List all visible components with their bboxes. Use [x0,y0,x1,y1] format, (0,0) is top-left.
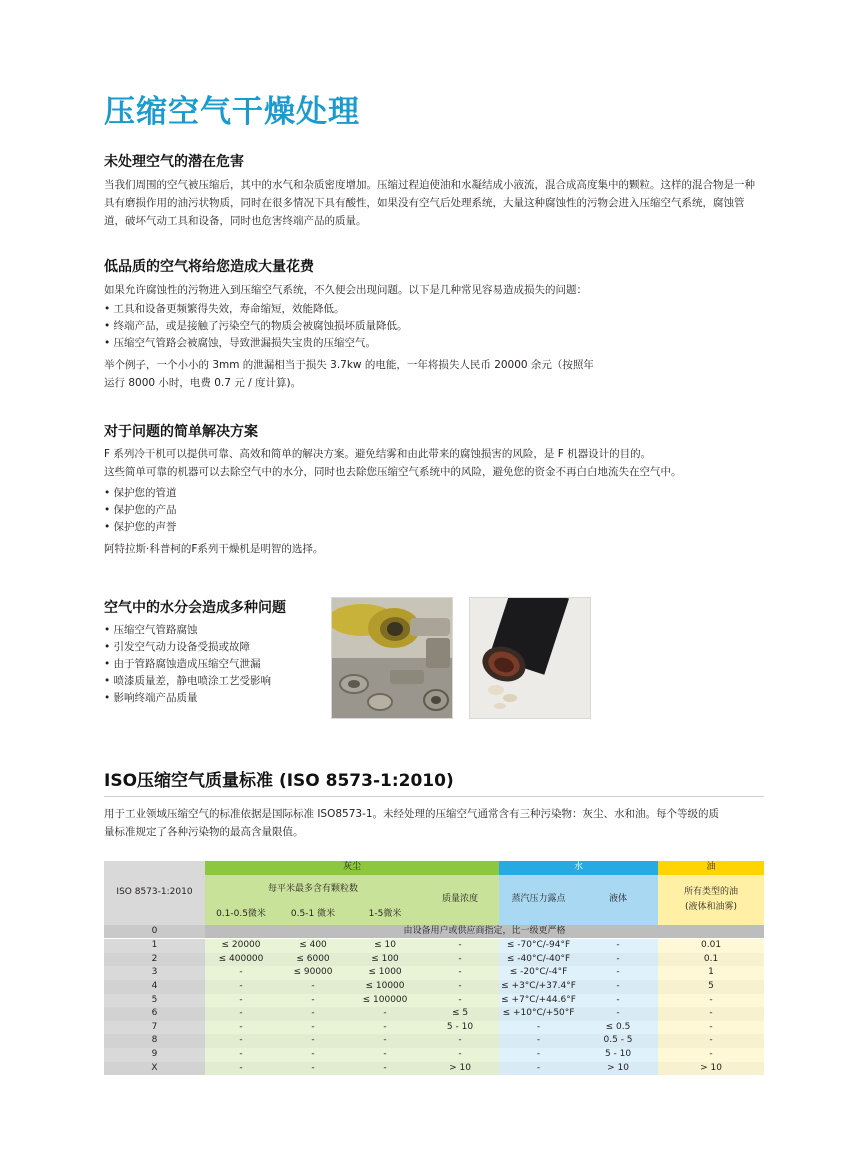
solution-text-line1: F 系列冷干机可以提供可靠、高效和简单的解决方案。避免结雾和由此带来的腐蚀损害的风险，是 F 机器设计的目的。 [104,448,652,460]
table-mass-header: 质量浓度 [421,875,499,925]
section-intro-costs: 如果允许腐蚀性的污物进入到压缩空气系统，不久便会出现问题。以下是几种常见容易造成损失的问题： [104,284,587,296]
table-row [104,953,764,967]
table-size3-header: 1-5微米 [349,903,421,925]
table-cell: ≤ 1000 [349,966,421,980]
section-body-hazards: 当我们周围的空气被压缩后，其中的水气和杂质密度增加。压缩过程迫使油和水凝结成小液流，混合成高度集中的颗粒。这样的混合物是一种具有磨损作用的油污状物质，同时在很多情况下具有酸性，如果没有空气后处理系统，大量这种腐蚀性的污物会进入压缩空气系统，腐蚀管道，破坏气动工具和设备，同时也危害终端产品的质量。 [104,179,755,227]
list-item: • 保护您的管道 [104,485,404,502]
table-row [104,966,764,980]
table-size2-header: 0.5-1 微米 [277,903,349,925]
table-class-cell: X [104,1062,205,1076]
table-cell: - [421,939,499,953]
table-class-header: ISO 8573-1:2010 [104,861,205,925]
table-cell: - [421,1048,499,1062]
table-size1-header: 0.1-0.5微米 [205,903,277,925]
table-row0-class: 0 [104,925,205,939]
table-cell: - [277,994,349,1008]
table-cell: - [349,1021,421,1035]
moisture-bullet-list [104,622,324,707]
section-heading-hazards: 未处理空气的潜在危害 [104,154,244,170]
table-cell: 0.5 - 5 [578,1034,658,1048]
section-heading-solution: 对于问题的简单解决方案 [104,424,258,440]
list-item: • 压缩空气管路腐蚀 [104,622,324,639]
solution-bullet-list [104,485,404,536]
table-cell: ≤ +10°C/+50°F [499,1007,578,1021]
table-cell: ≤ 100 [349,953,421,967]
corroded-pipe-photo [469,597,591,719]
table-cell: - [421,1034,499,1048]
table-cell: - [421,953,499,967]
table-water-header: 水 [499,861,658,875]
table-class-cell: 7 [104,1021,205,1035]
table-cell: - [205,980,277,994]
table-cell: 5 - 10 [578,1048,658,1062]
list-item: • 引发空气动力设备受损或故障 [104,639,324,656]
table-cell: - [499,1034,578,1048]
table-row [104,1034,764,1048]
table-cell: - [658,1007,764,1021]
oil-sub-line1: 所有类型的油 [684,886,739,897]
table-cell: - [499,1062,578,1076]
table-cell: - [578,939,658,953]
table-cell: 0.01 [658,939,764,953]
table-oil-subheader [658,875,764,925]
table-class-cell: 8 [104,1034,205,1048]
table-cell: ≤ 100000 [349,994,421,1008]
table-cell: 0.1 [658,953,764,967]
list-item: • 终端产品，或是接触了污染空气的物质会被腐蚀损坏质量降低。 [104,318,764,335]
table-row [104,939,764,953]
list-item: • 由于管路腐蚀造成压缩空气泄漏 [104,656,324,673]
table-row [104,980,764,994]
table-cell: ≤ 0.5 [578,1021,658,1035]
table-cell: > 10 [658,1062,764,1076]
corroded-fittings-photo [331,597,453,719]
table-cell: - [277,1062,349,1076]
table-cell: - [658,994,764,1008]
table-cell: - [658,1048,764,1062]
table-liquid-header: 液体 [578,875,658,925]
table-class-cell: 2 [104,953,205,967]
table-class-cell: 6 [104,1007,205,1021]
table-cell: - [349,1062,421,1076]
solution-closing: 阿特拉斯·科普柯的F系列干燥机是明智的选择。 [104,543,324,555]
table-cell: - [499,1048,578,1062]
table-class-cell: 3 [104,966,205,980]
table-cell: ≤ 6000 [277,953,349,967]
table-cell: > 10 [578,1062,658,1076]
table-cell: - [349,1048,421,1062]
table-cell: - [349,1034,421,1048]
table-cell: - [421,994,499,1008]
table-cell: - [277,980,349,994]
section-heading-costs: 低品质的空气将给您造成大量花费 [104,259,314,275]
table-cell: - [277,1034,349,1048]
table-cell: - [277,1021,349,1035]
table-cell: 5 - 10 [421,1021,499,1035]
table-cell: - [277,1048,349,1062]
table-class-cell: 4 [104,980,205,994]
table-cell: 1 [658,966,764,980]
table-oil-header: 油 [658,861,764,875]
table-cell: ≤ -70°C/-94°F [499,939,578,953]
iso-intro-line2: 量标准规定了各种污染物的最高含量限值。 [104,826,304,838]
iso-intro-line1: 用于工业领域压缩空气的标准依据是国际标准 ISO8573-1。未经处理的压缩空气通常含有三种污染物：灰尘、水和油。每个等级的质 [104,808,720,820]
list-item: • 压缩空气管路会被腐蚀，导致泄漏损失宝贵的压缩空气。 [104,335,764,352]
table-cell: - [205,994,277,1008]
costs-bullet-list [104,301,764,352]
table-cell: - [205,1034,277,1048]
iso-heading: ISO压缩空气质量标准 (ISO 8573-1:2010) [104,771,454,791]
table-cell: - [349,1007,421,1021]
table-cell: ≤ 20000 [205,939,277,953]
table-cell: ≤ 10000 [349,980,421,994]
list-item: • 保护您的声誉 [104,519,404,536]
table-cell: - [205,1062,277,1076]
table-cell: - [578,980,658,994]
table-cell: - [578,953,658,967]
table-particles-header: 每平米最多含有颗粒数 [205,875,421,903]
table-cell: - [205,1048,277,1062]
table-dust-header: 灰尘 [205,861,499,875]
table-cell: - [205,1021,277,1035]
table-cell: - [421,966,499,980]
table-cell: - [578,994,658,1008]
table-cell: - [658,1021,764,1035]
table-cell: - [658,1034,764,1048]
table-cell: 5 [658,980,764,994]
table-dewpoint-header: 蒸汽压力露点 [499,875,578,925]
page-title: 压缩空气干燥处理 [104,94,360,130]
table-row [104,994,764,1008]
solution-text-line2: 这些简单可靠的机器可以去除空气中的水分，同时也去除您压缩空气系统中的风险，避免您的资金不再白白地流失在空气中。 [104,466,682,478]
table-cell: ≤ 5 [421,1007,499,1021]
table-cell: - [578,966,658,980]
table-class-cell: 5 [104,994,205,1008]
table-cell: ≤ +3°C/+37.4°F [499,980,578,994]
table-cell: ≤ 400 [277,939,349,953]
example-text-line2: 运行 8000 小时，电费 0.7 元 / 度计算)。 [104,377,302,389]
table-cell: - [205,1007,277,1021]
table-row0-text: 由设备用户或供应商指定，比一级更严格 [205,925,764,939]
table-cell: ≤ 90000 [277,966,349,980]
divider [104,796,764,797]
table-cell: - [277,1007,349,1021]
list-item: • 保护您的产品 [104,502,404,519]
table-cell: - [205,966,277,980]
iso-quality-table [104,861,764,1075]
table-cell: ≤ -20°C/-4°F [499,966,578,980]
oil-sub-line2: (液体和油雾) [685,901,738,912]
table-cell: - [421,980,499,994]
table-cell: ≤ 10 [349,939,421,953]
list-item: • 影响终端产品质量 [104,690,324,707]
example-text-line1: 举个例子，一个小小的 3mm 的泄漏相当于损失 3.7kw 的电能，一年将损失人民币 20000 余元（按照年 [104,359,594,371]
table-cell: > 10 [421,1062,499,1076]
table-row [104,1062,764,1076]
table-cell: ≤ -40°C/-40°F [499,953,578,967]
table-row [104,1048,764,1062]
section-heading-moisture: 空气中的水分会造成多种问题 [104,600,286,616]
table-cell: ≤ 400000 [205,953,277,967]
table-row [104,1021,764,1035]
list-item: • 工具和设备更频繁得失效，寿命缩短，效能降低。 [104,301,764,318]
table-cell: - [578,1007,658,1021]
list-item: • 喷漆质量差，静电喷涂工艺受影响 [104,673,324,690]
table-class-cell: 1 [104,939,205,953]
table-class-cell: 9 [104,1048,205,1062]
table-cell: ≤ +7°C/+44.6°F [499,994,578,1008]
table-row [104,1007,764,1021]
table-cell: - [499,1021,578,1035]
